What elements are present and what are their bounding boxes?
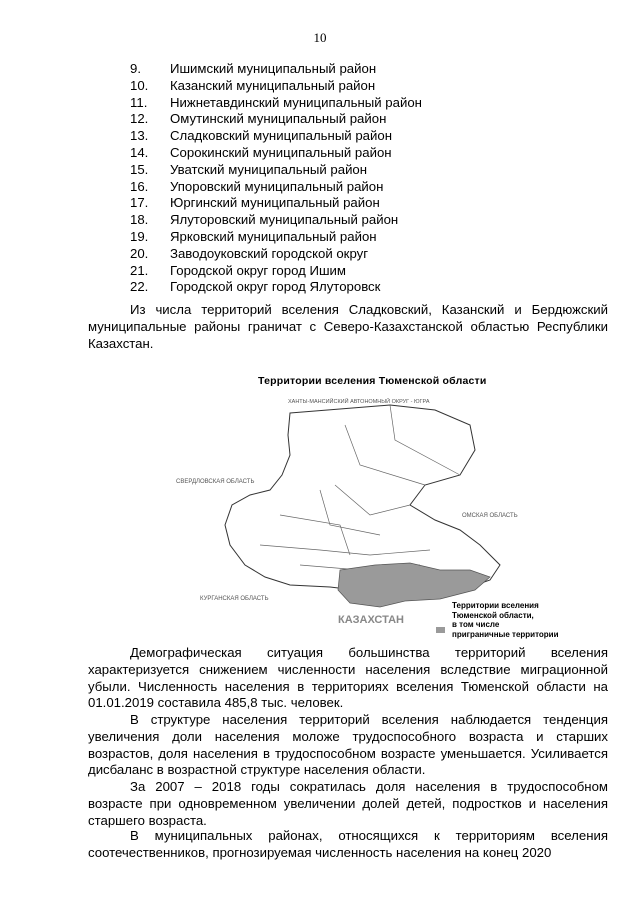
- list-item-number: 12.: [130, 111, 149, 127]
- list-item: [130, 212, 422, 229]
- map-legend: [452, 601, 559, 639]
- list-item-number: 13.: [130, 128, 149, 144]
- map-graphic: [170, 365, 580, 635]
- paragraph-demography-1: Демографическая ситуация большинства территорий вселения характеризуется снижением численности населения вследствие миграционной убыли. Численность населения в территориях вселения Тюменской области на 01.01.2019 составила 485,8 тыс. человек.: [88, 645, 608, 711]
- legend-line: Тюменской области,: [452, 610, 534, 620]
- list-item-number: 15.: [130, 161, 149, 177]
- list-item-text: Юргинский муниципальный район: [170, 195, 380, 211]
- list-item: [130, 246, 422, 263]
- map-title: Территории вселения Тюменской области: [258, 375, 487, 387]
- list-item-number: 16.: [130, 178, 149, 194]
- list-item-text: Городской округ город Ялуторовск: [170, 279, 381, 295]
- paragraph-demography-3: За 2007 – 2018 годы сократилась доля населения в трудоспособном возрасте при одновременном увеличении долей детей, подростков и населения старшего возраста.: [88, 779, 608, 828]
- list-item-number: 9.: [130, 61, 141, 76]
- list-item-number: 14.: [130, 144, 149, 160]
- territory-map: [170, 365, 580, 639]
- paragraph-demography-2: В структуре населения территорий вселения наблюдается тенденция увеличения доли населения моложе трудоспособного возраста и старших возрастов, доля населения в трудоспособном возрасте уменьшается. Усиливается дисбаланс в возрастной структуре населения области.: [88, 712, 608, 778]
- label-khmao: ХАНТЫ-МАНСИЙСКИЙ АВТОНОМНЫЙ ОКРУГ - ЮГРА: [288, 399, 430, 405]
- list-item-number: 20.: [130, 245, 149, 261]
- list-item-text: Омутинский муниципальный район: [170, 111, 387, 127]
- list-item-number: 21.: [130, 262, 149, 278]
- legend-border-swatch: [436, 627, 445, 633]
- legend-line: приграничные территории: [452, 629, 559, 639]
- label-kurgan: КУРГАНСКАЯ ОБЛАСТЬ: [200, 596, 269, 602]
- list-item: [130, 61, 422, 78]
- list-item: [130, 195, 422, 212]
- list-item: [130, 128, 422, 145]
- list-item-text: Упоровский муниципальный район: [170, 178, 384, 194]
- list-item-text: Нижнетавдинский муниципальный район: [170, 94, 422, 110]
- paragraph-border-regions: Из числа территорий вселения Сладковский, Казанский и Бердюжский муниципальные районы граничат с Северо-Казахстанской областью Республики Казахстан.: [88, 302, 608, 351]
- paragraph-demography-4: В муниципальных районах, относящихся к территориям вселения соотечественников, прогнозируемая численность населения на конец 2020: [88, 828, 608, 860]
- legend-line: Территории вселения: [452, 601, 539, 610]
- list-item-text: Ярковский муниципальный район: [170, 228, 377, 244]
- list-item-text: Сладковский муниципальный район: [170, 128, 392, 144]
- list-item: [130, 111, 422, 128]
- list-item-text: Заводоуковский городской округ: [170, 245, 369, 261]
- label-kazakhstan: КАЗАХСТАН: [338, 614, 404, 626]
- legend-line: в том числе: [452, 620, 500, 629]
- list-item-text: Городской округ город Ишим: [170, 262, 346, 278]
- list-item-text: Ишимский муниципальный район: [170, 61, 377, 76]
- list-item: [130, 95, 422, 112]
- list-item-text: Казанский муниципальный район: [170, 77, 376, 93]
- list-item: [130, 179, 422, 196]
- list-item: [130, 145, 422, 162]
- list-item: [130, 78, 422, 95]
- list-item: [130, 162, 422, 179]
- municipality-list: [130, 61, 422, 296]
- list-item-text: Сорокинский муниципальный район: [170, 144, 392, 160]
- list-item-number: 22.: [130, 279, 149, 295]
- list-item: [130, 229, 422, 246]
- list-item: [130, 263, 422, 280]
- list-item-number: 10.: [130, 77, 149, 93]
- page-number: 10: [313, 30, 327, 45]
- label-omsk: ОМСКАЯ ОБЛАСТЬ: [462, 513, 518, 519]
- list-item-number: 17.: [130, 195, 149, 211]
- list-item-text: Ялуторовский муниципальный район: [170, 212, 399, 228]
- label-sverdlovsk: СВЕРДЛОВСКАЯ ОБЛАСТЬ: [176, 479, 255, 485]
- list-item-number: 19.: [130, 228, 149, 244]
- list-item-text: Уватский муниципальный район: [170, 161, 368, 177]
- list-item-number: 18.: [130, 212, 149, 228]
- list-item-number: 11.: [130, 94, 148, 110]
- list-item: [130, 279, 422, 296]
